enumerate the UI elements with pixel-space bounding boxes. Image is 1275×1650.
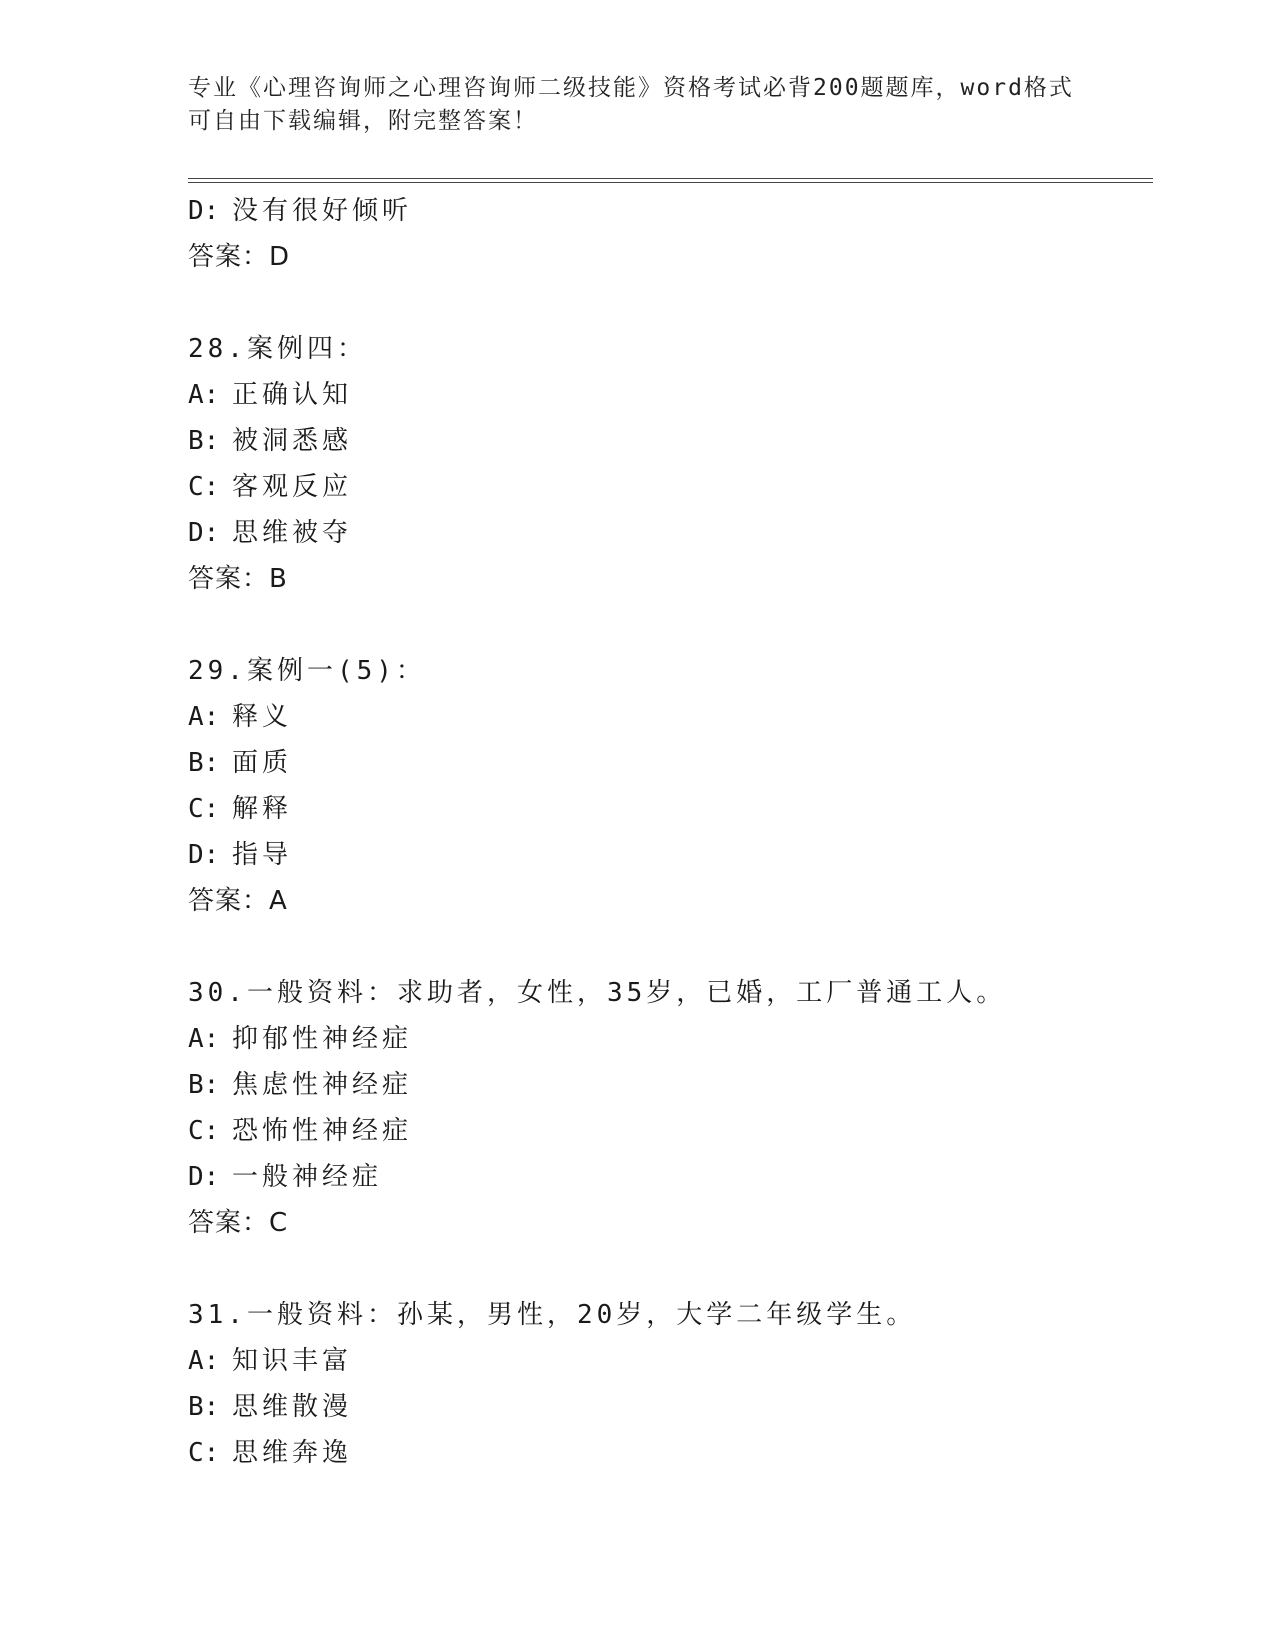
page-header [188, 72, 1088, 138]
header-title-line-1: 专业《心理咨询师之心理咨询师二级技能》资格考试必背200题题库，word格式 [188, 75, 1074, 101]
option-label: D: [188, 1162, 220, 1192]
option-text: 客观反应 [232, 472, 353, 502]
spacer [188, 1246, 1148, 1292]
option-text: 思维被夺 [232, 518, 353, 548]
option-line [188, 1154, 1148, 1200]
option-line [188, 510, 1148, 556]
option-line [188, 1016, 1148, 1062]
option-text: 思维奔逸 [232, 1438, 353, 1468]
option-label: C: [188, 1438, 220, 1468]
option-text: 正确认知 [232, 380, 353, 410]
option-line [188, 372, 1148, 418]
option-line [188, 418, 1148, 464]
option-label: D: [188, 518, 220, 548]
option-label: B: [188, 1392, 220, 1422]
option-label: C: [188, 472, 220, 502]
option-text: 没有很好倾听 [232, 196, 413, 226]
answer-line: 答案：B [188, 564, 288, 594]
option-line [188, 694, 1148, 740]
option-label: D: [188, 840, 220, 870]
option-text: 恐怖性神经症 [232, 1116, 413, 1146]
option-text: 释义 [232, 702, 293, 732]
option-label: D: [188, 196, 220, 226]
option-line [188, 1430, 1148, 1476]
option-label: C: [188, 1116, 220, 1146]
option-line [188, 1108, 1148, 1154]
option-label: A: [188, 702, 220, 732]
option-line [188, 1062, 1148, 1108]
option-line [188, 832, 1148, 878]
header-title-line-2: 可自由下载编辑，附完整答案！ [188, 108, 538, 134]
option-label: C: [188, 794, 220, 824]
answer-line: 答案：D [188, 242, 291, 272]
answer-line: 答案：A [188, 886, 288, 916]
question-list [188, 188, 1148, 1476]
option-text: 被洞悉感 [232, 426, 353, 456]
option-text: 思维散漫 [232, 1392, 353, 1422]
option-text: 知识丰富 [232, 1346, 353, 1376]
option-label: A: [188, 1346, 220, 1376]
option-label: B: [188, 426, 220, 456]
option-line [188, 786, 1148, 832]
option-line [188, 740, 1148, 786]
option-label: A: [188, 1024, 220, 1054]
header-divider [188, 178, 1153, 183]
spacer [188, 924, 1148, 970]
answer-line: 答案：C [188, 1208, 289, 1238]
option-text: 解释 [232, 794, 293, 824]
option-line [188, 1338, 1148, 1384]
question-title: 29.案例一(5)： [188, 656, 426, 686]
spacer [188, 280, 1148, 326]
option-line [188, 188, 1148, 234]
option-text: 面质 [232, 748, 293, 778]
question-title: 31.一般资料：孙某，男性，20岁，大学二年级学生。 [188, 1300, 917, 1330]
spacer [188, 602, 1148, 648]
option-label: B: [188, 1070, 220, 1100]
option-text: 焦虑性神经症 [232, 1070, 413, 1100]
option-text: 一般神经症 [232, 1162, 383, 1192]
option-text: 抑郁性神经症 [232, 1024, 413, 1054]
option-line [188, 464, 1148, 510]
option-label: B: [188, 748, 220, 778]
option-label: A: [188, 380, 220, 410]
option-text: 指导 [232, 840, 293, 870]
question-title: 30.一般资料：求助者，女性，35岁，已婚，工厂普通工人。 [188, 978, 1007, 1008]
option-line [188, 1384, 1148, 1430]
question-title: 28.案例四： [188, 334, 367, 364]
